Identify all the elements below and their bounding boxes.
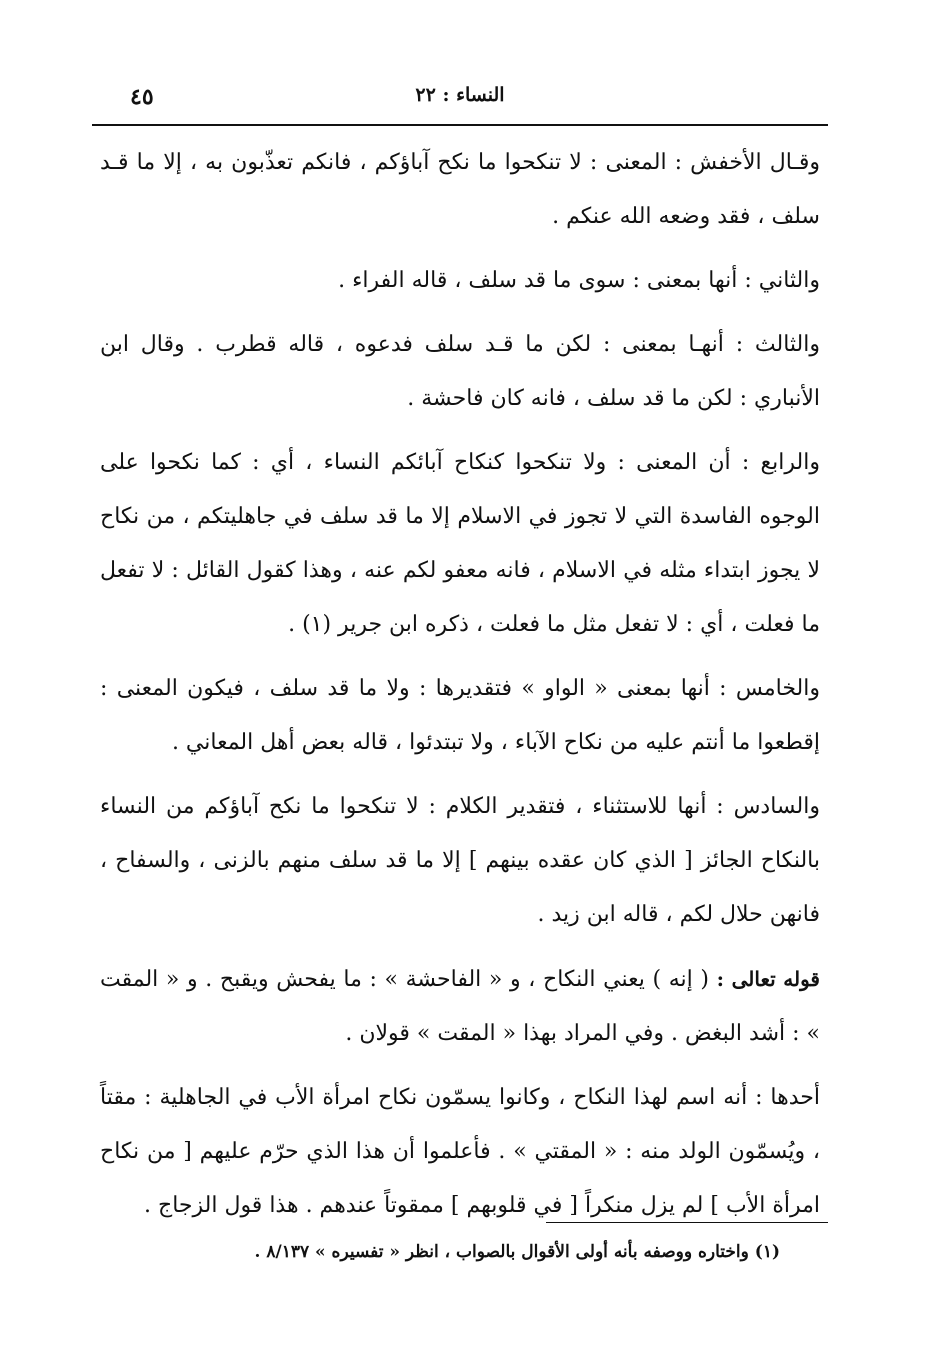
paragraph-fourth: والرابع : أن المعنى : ولا تنكحوا كنكاح آبائكم النساء ، أي : كما نكحوا على الوجوه الفاسدة التي لا تجوز في الاسلام إلا ما قد سلف في جاهليتكم ، من نكاح لا يجوز ابتداء مثله في الاسلام ، فانه معفو لكم عنه ، وهذا كقول القائل : لا تفعل ما فعلت ، أي : لا تفعل مثل ما فعلت ، ذكره ابن جرير (١) . — [100, 450, 820, 637]
page-header — [90, 84, 830, 124]
paragraph-verse — [100, 952, 820, 1061]
verse-text: ( إنه ) يعني النكاح ، و « الفاحشة » : ما يفحش ويقبح . و « المقت » : أشد البغض . وفي المراد بهذا « المقت » قولان . — [100, 967, 820, 1046]
paragraph-second: والثاني : أنها بمعنى : سوى ما قد سلف ، قاله الفراء . — [338, 268, 820, 293]
paragraph-fifth: والخامس : أنها بمعنى « الواو » فتقديرها : ولا ما قد سلف ، فيكون المعنى : إقطعوا ما أنتم عليه من نكاح الآباء ، ولا تبتدئوا ، قاله بعض أهل المعاني . — [100, 676, 820, 755]
paragraph-akhfash: وقـال الأخفش : المعنى : لا تنكحوا ما نكح آباؤكم ، فانكم تعذّبون به ، إلا ما قـد سلف ، فقد وضعه الله عنكم . — [100, 150, 820, 229]
paragraph-sixth: والسادس : أنها للاستثناء ، فتقدير الكلام : لا تنكحوا ما نكح آباؤكم من النساء بالنكاح الجائز [ الذي كان عقده بينهم ] إلا ما قد سلف منهم بالزنى ، والسفاح ، فانهن حلال لكم ، قاله ابن زيد . — [100, 794, 820, 927]
footnote-rule — [546, 1222, 828, 1223]
paragraph-first-opinion: أحدها : أنه اسم لهذا النكاح ، وكانوا يسمّون نكاح امرأة الأب في الجاهلية : مقتاً ، ويُسمّون الولد منه : « المقتي » . فأعلموا أن هذا الذي حرّم عليهم [ من نكاح امرأة الأب ] لم يزل منكراً [ في قلوبهم ] ممقوتاً عندهم . هذا قول الزجاج . — [100, 1085, 820, 1218]
paragraph-third: والثالث : أنهـا بمعنى : لكن ما قـد سلف فدعوه ، قاله قطرب . وقال ابن الأنباري : لكن ما قد سلف ، فانه كان فاحشة . — [100, 332, 820, 411]
verse-lead: قوله تعالى : — [716, 967, 820, 991]
running-title: النساء : ٢٢ — [415, 84, 505, 106]
page-number: ٤٥ — [130, 84, 154, 110]
footnote: (١) واختاره ووصفه بأنه أولى الأقوال بالصواب ، انظر « تفسيره » ٨/١٣٧ . — [254, 1242, 780, 1262]
page-body — [100, 136, 820, 1243]
header-rule — [92, 124, 828, 126]
